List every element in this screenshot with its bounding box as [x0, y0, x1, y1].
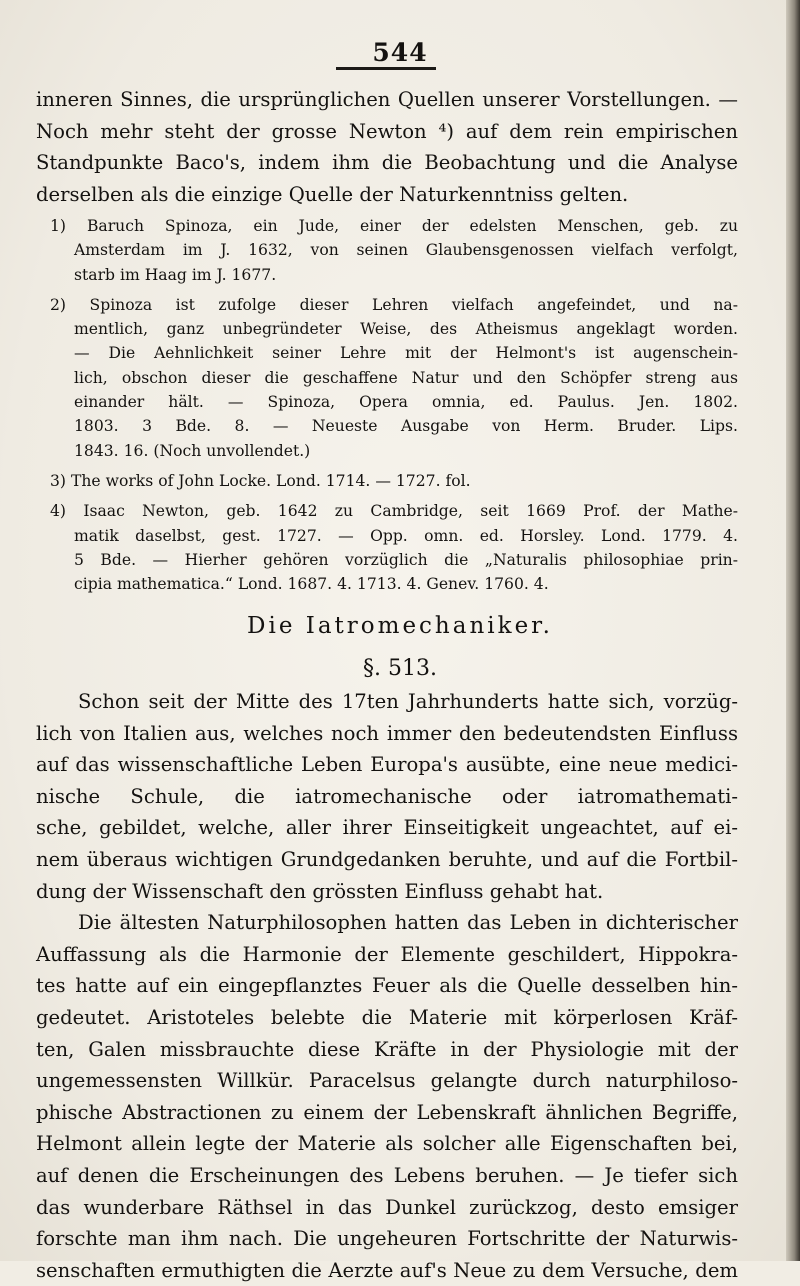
text-line: nische Schule, die iatromechanische oder iatromathemati-: [36, 784, 738, 808]
text-line: lich von Italien aus, welches noch immer den bedeutendsten Einfluss: [36, 721, 738, 745]
footnote-line: 1803. 3 Bde. 8. — Neueste Ausgabe von Herm. Bruder. Lips.: [74, 417, 738, 436]
text-line: inneren Sinnes, die ursprünglichen Quellen unserer Vorstellungen. —: [36, 88, 738, 111]
page-number: 544: [372, 38, 428, 67]
main-text: [36, 686, 738, 1286]
footnote-line: cipia mathematica.“ Lond. 1687. 4. 1713. 4. Genev. 1760. 4.: [74, 575, 549, 594]
text-line: sche, gebildet, welche, aller ihrer Einseitigkeit ungeachtet, auf ei-: [36, 816, 738, 840]
footnote-line: lich, obschon dieser die geschaffene Natur und den Schöpfer streng aus: [74, 368, 738, 387]
footnote-line: 2) Spinoza ist zufolge dieser Lehren vielfach angefeindet, und na-: [50, 295, 738, 314]
footnote-2: [36, 293, 738, 463]
footnote-line: 1843. 16. (Noch unvollendet.): [74, 441, 311, 460]
text-line: das wunderbare Räthsel in das Dunkel zurückzog, desto emsiger: [36, 1195, 738, 1219]
footnote-line: — Die Aehnlichkeit seiner Lehre mit der Helmont's ist augenschein-: [74, 344, 738, 363]
text-line: phische Abstractionen zu einem der Lebenskraft ähnlichen Begriffe,: [36, 1100, 738, 1124]
text-line: Helmont allein legte der Materie als solcher alle Eigenschaften bei,: [36, 1132, 738, 1156]
footnote-line: 1) Baruch Spinoza, ein Jude, einer der edelsten Menschen, geb. zu: [50, 217, 738, 235]
section-number: §. 513.: [363, 656, 437, 681]
footnote-line: Amsterdam im J. 1632, von seinen Glaubensgenossen vielfach verfolgt,: [74, 241, 738, 260]
footnote-line: 4) Isaac Newton, geb. 1642 zu Cambridge, seit 1669 Prof. der Mathe-: [50, 502, 738, 521]
text-line: auf denen die Erscheinungen des Lebens beruhen. — Je tiefer sich: [36, 1163, 738, 1187]
chapter-heading: Die Iatromechaniker.: [247, 613, 553, 639]
text-line: derselben als die einzige Quelle der Naturkenntniss gelten.: [36, 182, 629, 206]
footnote-3: [36, 469, 738, 493]
page-number-rule: [336, 67, 436, 70]
footnote-4: [36, 499, 738, 596]
text-line: gedeutet. Aristoteles belebte die Materie mit körperlosen Kräf-: [36, 1005, 738, 1029]
footnote-line: mentlich, ganz unbegründeter Weise, des Atheismus angeklagt worden.: [74, 320, 738, 339]
text-line: auf das wissenschaftliche Leben Europa's ausübte, eine neue medici-: [36, 753, 738, 777]
intro-paragraph: [36, 84, 738, 210]
footnote-line: 3) The works of John Locke. Lond. 1714. — 1727. fol.: [50, 471, 471, 490]
footnote-1: [36, 214, 738, 287]
text-line: Noch mehr steht der grosse Newton ⁴) auf dem rein empirischen: [36, 119, 738, 143]
text-line: forschte man ihm nach. Die ungeheuren Fortschritte der Naturwis-: [36, 1227, 738, 1251]
text-line: ten, Galen missbrauchte diese Kräfte in der Physiologie mit der: [36, 1037, 738, 1061]
footnote-line: 5 Bde. — Hierher gehören vorzüglich die „Naturalis philosophiae prin-: [74, 550, 738, 569]
footnote-line: starb im Haag im J. 1677.: [74, 265, 277, 284]
text-line: Die ältesten Naturphilosophen hatten das Leben in dichterischer: [78, 911, 738, 935]
text-line: tes hatte auf ein eingepflanztes Feuer als die Quelle desselben hin-: [36, 974, 738, 998]
text-line: Auffassung als die Harmonie der Elemente geschildert, Hippokra-: [36, 942, 738, 966]
footnote-line: einander hält. — Spinoza, Opera omnia, ed. Paulus. Jen. 1802.: [74, 393, 738, 412]
text-line: ungemessensten Willkür. Paracelsus gelangte durch naturphiloso-: [36, 1069, 738, 1093]
footnotes: [36, 214, 738, 602]
text-line: Standpunkte Baco's, indem ihm die Beobachtung und die Analyse: [36, 151, 738, 175]
text-line: Schon seit der Mitte des 17ten Jahrhunderts hatte sich, vorzüg-: [78, 690, 738, 713]
text-line: dung der Wissenschaft den grössten Einfluss gehabt hat.: [36, 879, 604, 903]
text-line: senschaften ermuthigten die Aerzte auf's Neue zu dem Versuche, dem: [36, 1258, 738, 1282]
footnote-line: matik daselbst, gest. 1727. — Opp. omn. ed. Horsley. Lond. 1779. 4.: [74, 526, 738, 545]
text-line: nem überaus wichtigen Grundgedanken beruhte, und auf die Fortbil-: [36, 847, 738, 871]
